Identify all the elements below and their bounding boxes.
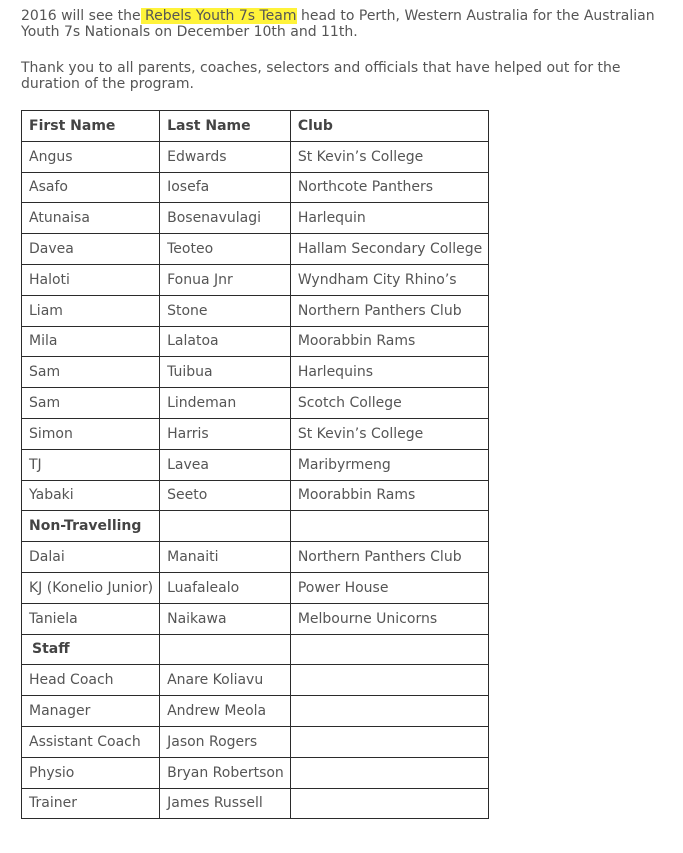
cell-first-name: Dalai	[22, 542, 160, 573]
cell-staff-name: Bryan Robertson	[160, 757, 291, 788]
cell-first-name: Liam	[22, 295, 160, 326]
cell-club: St Kevin’s College	[290, 141, 488, 172]
cell-club: Moorabbin Rams	[290, 480, 488, 511]
intro-paragraph	[21, 8, 681, 40]
cell-club: Harlequins	[290, 357, 488, 388]
cell-club: Power House	[290, 572, 488, 603]
non-travelling-section-row	[22, 511, 489, 542]
empty-cell	[290, 634, 488, 665]
non-travelling-row	[22, 603, 489, 634]
intro-text-before: 2016 will see the	[21, 8, 141, 24]
cell-last-name: Iosefa	[160, 172, 291, 203]
cell-role: Physio	[22, 757, 160, 788]
player-row	[22, 203, 489, 234]
player-row	[22, 388, 489, 419]
intro-text-after: head to Perth, Western Australia for the Australian Youth 7s Nationals on December 10th and 11th.	[21, 8, 655, 40]
cell-club: Maribyrmeng	[290, 449, 488, 480]
cell-staff-name: James Russell	[160, 788, 291, 819]
cell-club: Scotch College	[290, 388, 488, 419]
staff-row	[22, 726, 489, 757]
cell-last-name: Tuibua	[160, 357, 291, 388]
table-header-row	[22, 111, 489, 142]
cell-first-name: Davea	[22, 234, 160, 265]
column-header-first-name: First Name	[22, 111, 160, 142]
player-row	[22, 141, 489, 172]
cell-last-name: Lalatoa	[160, 326, 291, 357]
cell-club: Hallam Secondary College	[290, 234, 488, 265]
cell-club	[290, 696, 488, 727]
cell-first-name: Mila	[22, 326, 160, 357]
cell-staff-name: Andrew Meola	[160, 696, 291, 727]
player-row	[22, 326, 489, 357]
staff-row	[22, 665, 489, 696]
player-row	[22, 357, 489, 388]
section-label: Non-Travelling	[22, 511, 160, 542]
team-roster-table	[21, 110, 489, 819]
cell-last-name: Edwards	[160, 141, 291, 172]
player-row	[22, 480, 489, 511]
player-row	[22, 172, 489, 203]
cell-club: Northern Panthers Club	[290, 295, 488, 326]
cell-first-name: Simon	[22, 418, 160, 449]
section-label: Staff	[22, 634, 160, 665]
empty-cell	[290, 511, 488, 542]
cell-club: Northcote Panthers	[290, 172, 488, 203]
cell-first-name: TJ	[22, 449, 160, 480]
player-row	[22, 234, 489, 265]
cell-last-name: Naikawa	[160, 603, 291, 634]
cell-last-name: Manaiti	[160, 542, 291, 573]
cell-last-name: Lavea	[160, 449, 291, 480]
cell-first-name: Taniela	[22, 603, 160, 634]
cell-role: Trainer	[22, 788, 160, 819]
cell-role: Manager	[22, 696, 160, 727]
player-row	[22, 295, 489, 326]
cell-club	[290, 726, 488, 757]
staff-row	[22, 757, 489, 788]
cell-staff-name: Jason Rogers	[160, 726, 291, 757]
cell-first-name: KJ (Konelio Junior)	[22, 572, 160, 603]
staff-section-row	[22, 634, 489, 665]
column-header-club: Club	[290, 111, 488, 142]
non-travelling-row	[22, 572, 489, 603]
highlighted-team-name: Rebels Youth 7s Team	[140, 8, 297, 24]
cell-last-name: Stone	[160, 295, 291, 326]
player-row	[22, 418, 489, 449]
player-row	[22, 264, 489, 295]
cell-club	[290, 788, 488, 819]
cell-first-name: Sam	[22, 357, 160, 388]
staff-row	[22, 696, 489, 727]
cell-last-name: Teoteo	[160, 234, 291, 265]
column-header-last-name: Last Name	[160, 111, 291, 142]
cell-club: St Kevin’s College	[290, 418, 488, 449]
empty-cell	[160, 511, 291, 542]
cell-club: Melbourne Unicorns	[290, 603, 488, 634]
cell-role: Assistant Coach	[22, 726, 160, 757]
cell-staff-name: Anare Koliavu	[160, 665, 291, 696]
cell-last-name: Harris	[160, 418, 291, 449]
cell-club	[290, 757, 488, 788]
thanks-paragraph: Thank you to all parents, coaches, selectors and officials that have helped out for the duration of the program.	[21, 60, 621, 92]
cell-club: Moorabbin Rams	[290, 326, 488, 357]
staff-row	[22, 788, 489, 819]
cell-club	[290, 665, 488, 696]
cell-first-name: Angus	[22, 141, 160, 172]
cell-last-name: Fonua Jnr	[160, 264, 291, 295]
cell-last-name: Luafalealo	[160, 572, 291, 603]
cell-club: Wyndham City Rhino’s	[290, 264, 488, 295]
cell-club: Harlequin	[290, 203, 488, 234]
cell-last-name: Bosenavulagi	[160, 203, 291, 234]
cell-first-name: Yabaki	[22, 480, 160, 511]
cell-first-name: Sam	[22, 388, 160, 419]
cell-last-name: Lindeman	[160, 388, 291, 419]
empty-cell	[160, 634, 291, 665]
cell-first-name: Atunaisa	[22, 203, 160, 234]
cell-last-name: Seeto	[160, 480, 291, 511]
non-travelling-row	[22, 542, 489, 573]
cell-first-name: Haloti	[22, 264, 160, 295]
player-row	[22, 449, 489, 480]
cell-role: Head Coach	[22, 665, 160, 696]
cell-first-name: Asafo	[22, 172, 160, 203]
cell-club: Northern Panthers Club	[290, 542, 488, 573]
